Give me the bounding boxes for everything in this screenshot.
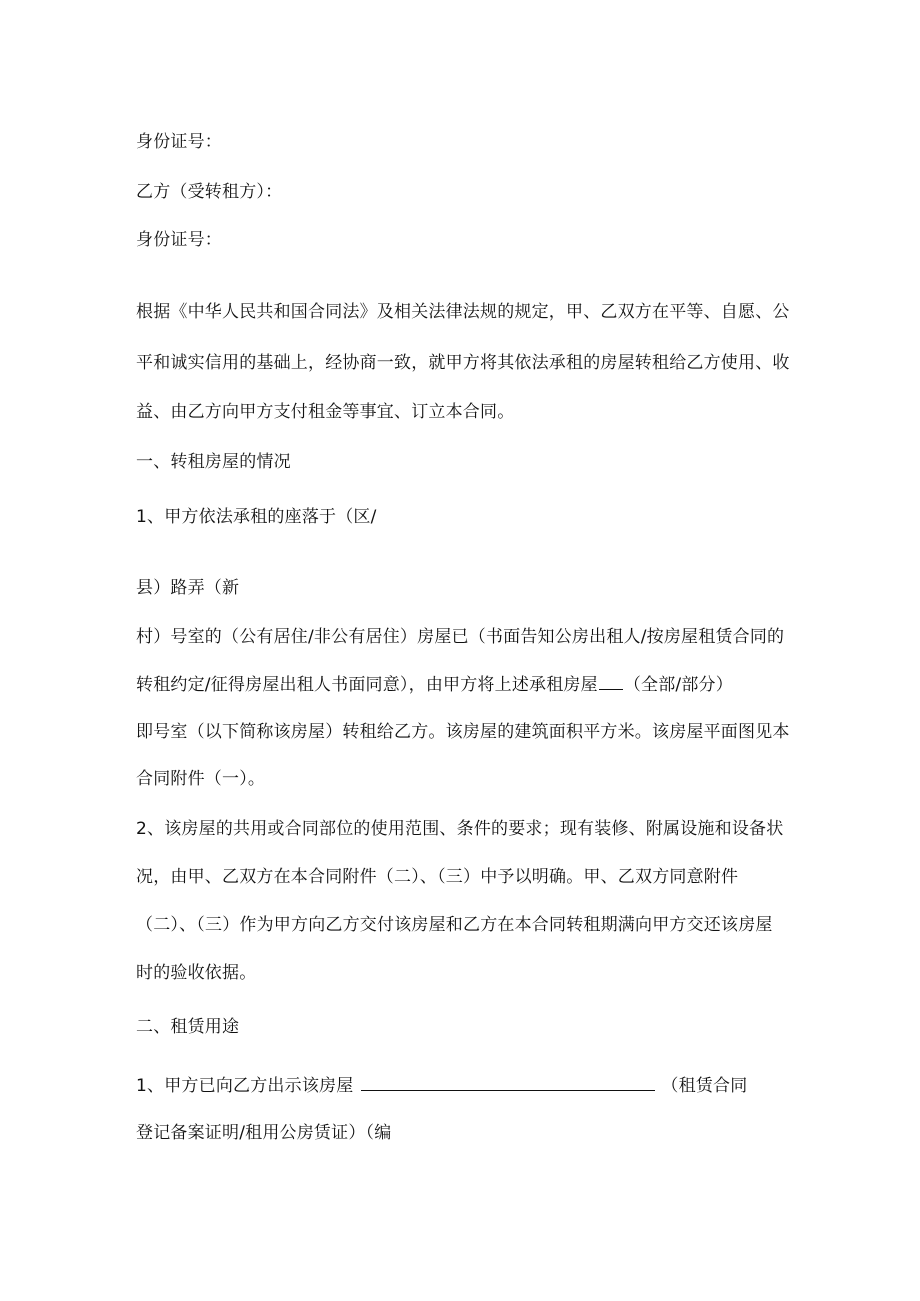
clause-1-1-line-3: 村）号室的（公有居住/非公有居住）房屋已（书面告知公房出租人/按房屋租赁合同的 [136,627,785,647]
clause-1-2-line-1: 2、该房屋的共用或合同部位的使用范围、条件的要求；现有装修、附属设施和设备状 [136,819,784,839]
clause-2-1-line-1 [136,1074,747,1097]
party-b-label: 乙方（受转租方）： [136,182,283,202]
clause-2-1-line-2: 登记备案证明/租用公房赁证）（编 [136,1123,392,1143]
section-2-heading: 二、租赁用途 [136,1017,240,1037]
clause-1-1-line-2: 县）路弄（新 [136,578,240,598]
clause-1-1-line-6: 合同附件（一）。 [136,769,266,789]
clause-1-2-line-3: （二）、（三）作为甲方向乙方交付该房屋和乙方在本合同转租期满向甲方交还该房屋 [136,915,773,935]
preamble-line-2: 平和诚实信用的基础上，经协商一致，就甲方将其依法承租的房屋转租给乙方使用、收 [136,353,790,373]
clause-1-2-line-2: 况，由甲、乙双方在本合同附件（二）、（三）中予以明确。甲、乙双方同意附件 [136,867,739,887]
preamble-line-1: 根据《中华人民共和国合同法》及相关法律法规的规定，甲、乙双方在平等、自愿、公 [136,302,790,322]
sublet-text-after: （全部/部分） [623,675,733,695]
certificate-blank [361,1074,655,1091]
show-text-before: 1、甲方已向乙方出示该房屋 [136,1076,354,1096]
show-text-after: （租赁合同 [661,1076,748,1096]
clause-1-1-line-4 [136,673,733,696]
clause-1-1-line-1: 1、甲方依法承租的座落于（区/ [136,507,377,527]
sublet-text-before: 转租约定/征得房屋出租人书面同意），由甲方将上述承租房屋 [136,675,598,695]
section-1-heading: 一、转租房屋的情况 [136,452,291,472]
clause-1-2-line-4: 时的验收依据。 [136,963,257,983]
preamble-line-3: 益、由乙方向甲方支付租金等事宜、订立本合同。 [136,402,515,422]
party-a-id-number: 身份证号： [136,132,222,152]
sublet-blank [599,673,623,690]
clause-1-1-line-5: 即号室（以下简称该房屋）转租给乙方。该房屋的建筑面积平方米。该房屋平面图见本 [136,722,790,742]
party-b-id-number: 身份证号： [136,230,222,250]
